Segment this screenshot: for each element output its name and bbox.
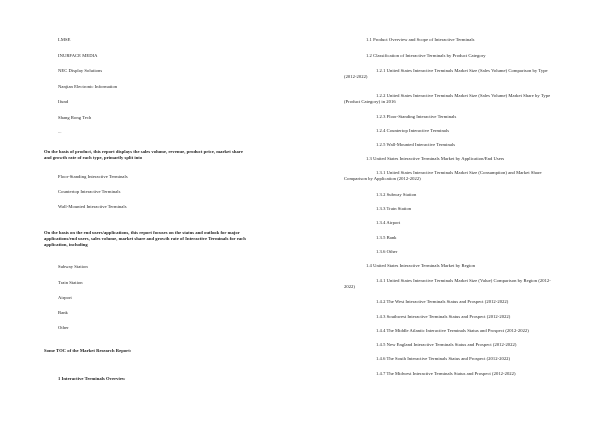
type-item: Countertop Interactive Terminals	[58, 189, 121, 194]
types-intro-paragraph: On the basis of product, this report displays the sales volume, revenue, product price, market share and growth rate of each type, primarily split into	[44, 149, 243, 160]
application-item: Airport	[58, 295, 72, 300]
toc-entry: 1.4.5 New England Interactive Terminals Status and Prospect (2012-2022)	[376, 342, 517, 347]
application-item: Train Station	[58, 280, 83, 285]
toc-entry: 1.4.3 Southwest Interactive Terminals Status and Prospect (2012-2022)	[376, 314, 511, 319]
toc-entry: 1.4.4 The Middle Atlantic Interactive Terminals Status and Prospect (2012-2022)	[376, 328, 529, 333]
toc-entry: 1.3.5 Bank	[376, 235, 397, 240]
toc-entry: 1.3.2 Subway Station	[376, 192, 417, 197]
company-item: NEC Display Solutions	[58, 68, 103, 73]
application-item: Other	[58, 325, 69, 330]
toc-entry: 1.4.2 The West Interactive Terminals Status and Prospect (2012-2022)	[376, 299, 509, 304]
applications-intro-paragraph: On the basis on the end users/applications, this report focuses on the status and outlook for major applications/end users, sales volume, market share and growth rate of Interactive Terminals for each application, including	[44, 230, 246, 247]
toc-entry: 1.2.5 Wall-Mounted Interactive Terminals	[376, 142, 456, 147]
toc-entry: 1.2.2 United States Interactive Terminals Market Size (Sales Volume) Market Share by Type (Product Category) in 2016	[344, 93, 551, 104]
toc-entry: 1.2.3 Floor-Standing Interactive Terminals	[376, 114, 457, 119]
toc-entry: 1 Interactive Terminals Overview	[58, 376, 126, 381]
toc-entry: 1.2.4 Countertop Interactive Terminals	[376, 128, 450, 133]
type-item: Floor-Standing Interactive Terminals	[58, 174, 128, 179]
type-item: Wall-Mounted Interactive Terminals	[58, 204, 127, 209]
toc-entry: 1.2.1 United States Interactive Terminals Market Size (Sales Volume) Comparison by Type (2012-2022)	[344, 68, 548, 79]
toc-entry: 1.2 Classification of Interactive Terminals by Product Category	[366, 53, 486, 58]
toc-heading: Some TOC of the Market Research Report:	[44, 348, 132, 353]
toc-entry: 1.3.4 Airport	[376, 220, 401, 225]
application-item: Bank	[58, 310, 68, 315]
toc-entry: 1.3 United States Interactive Terminals Market by Application/End Users	[366, 156, 505, 161]
toc-entry: 1.4 United States Interactive Terminals Market by Region	[366, 263, 476, 268]
company-item: LMSE	[58, 37, 71, 42]
toc-entry: 1.4.1 United States Interactive Terminals Market Size (Value) Comparison by Region (2012-2022)	[344, 278, 551, 289]
toc-entry: 1.4.6 The South Interactive Terminals Status and Prospect (2012-2022)	[376, 356, 511, 361]
company-item: Shang Rong Tech	[58, 115, 92, 120]
toc-entry: 1.3.3 Train Station	[376, 206, 412, 211]
toc-entry: 1.4.7 The Midwest Interactive Terminals Status and Prospect (2012-2022)	[376, 371, 516, 376]
application-item: Subway Station	[58, 264, 88, 269]
company-item: Ifund	[58, 99, 69, 104]
toc-entry: 1.3.6 Other	[376, 249, 398, 254]
company-item: Nanjian Electronic Information	[58, 84, 118, 89]
toc-entry: 1.3.1 United States Interactive Terminals Market Size (Consumption) and Market Share Comparison by Application (2012-2022)	[344, 170, 542, 181]
company-ellipsis: ...	[58, 129, 62, 134]
company-item: INURFACE MEDIA	[58, 53, 98, 58]
toc-entry: 1.1 Product Overview and Scope of Interactive Terminals	[366, 37, 475, 42]
